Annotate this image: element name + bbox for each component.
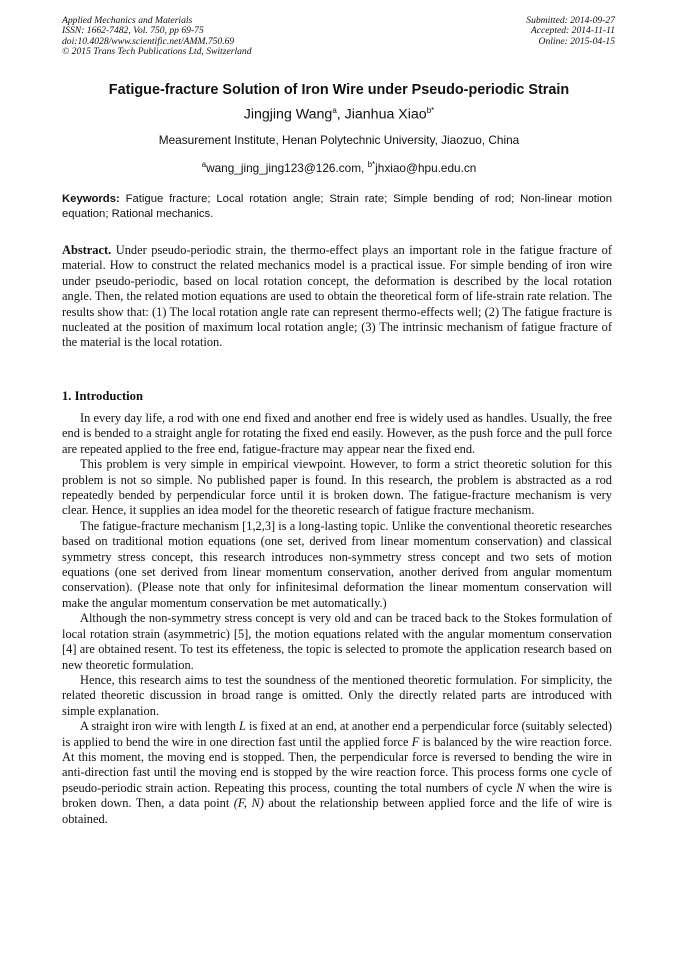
text-run: is balanced by the wire reaction force. At this moment, the moving end is stopped. Then, the perpendicular force is reversed to bending the wire in anti-direction fast until the moving end is stopped by the wire reaction force. This process forms one cycle of pseudo-periodic strain action. Repeating this process, counting the total numbers of cycle — [62, 734, 612, 795]
math-symbol: L — [239, 719, 246, 734]
author-affil-mark: a — [332, 106, 337, 115]
paper-title: Fatigue-fracture Solution of Iron Wire under Pseudo-periodic Strain — [108, 82, 570, 98]
paragraph: Although the non-symmetry stress concept is very old and can be traced back to the Stokes formulation of local rotation strain (asymmetric) [5], the motion equations related with the angular momentum conservation [4] are obtained resent. To test its effeteness, the topic is selected to promote the application research based on new theoretic formulation. — [62, 611, 612, 672]
author-separator: , — [336, 106, 345, 123]
paragraph: This problem is very simple in empirical viewpoint. However, to form a strict theoretic solution for this problem is not so simple. No published paper is found. In this research, the problem is abstracted as a rod repeatedly bended by perpendicular force until it is broken down. The fatigue-fracture mechanism is very clear. Hence, it supplies an idea model for the theoretic research of fatigue fracture mechanism. — [62, 457, 612, 518]
email-mark: a — [201, 160, 207, 169]
section-heading: 1. Introduction — [62, 389, 143, 403]
affiliation: Measurement Institute, Henan Polytechnic University, Jiaozuo, China — [158, 133, 520, 147]
paragraph: The fatigue-fracture mechanism [1,2,3] is a long-lasting topic. Unlike the conventional theoretic researches based on traditional motion equations (one set, derived from linear momentum conservation) and classical symmetry stress concept, this research introduces non-symmetry stress concept and two sets of motion equations (one set derived from linear momentum conservation, another derived from angular momentum conservation). (Please note that only for infinitesimal deformation the linear momentum conservation will make the angular momentum conservation be met automatically.) — [62, 518, 612, 610]
text-run: about the relationship between applied force and the life of wire is obtained. — [62, 796, 612, 826]
journal-header-right — [526, 16, 615, 47]
keywords-label: Keywords: — [62, 193, 120, 205]
author-emails — [40, 157, 638, 176]
accepted-date: Accepted: 2014-11-11 — [530, 25, 615, 37]
issn-line: ISSN: 1662-7482, Vol. 750, pp 69-75 — [62, 25, 204, 37]
doi-line: doi:10.4028/www.scientific.net/AMM.750.69 — [62, 35, 235, 47]
text-run: when the wire is broken down. Then, a data point — [62, 780, 612, 811]
online-date: Online: 2015-04-15 — [538, 35, 615, 47]
abstract-label: Abstract. — [62, 243, 112, 257]
text-run: A straight iron wire with length — [80, 719, 240, 734]
keywords-text: Fatigue fracture; Local rotation angle; Strain rate; Simple bending of rod; Non-linear motion equation; Rational mechanics. — [62, 193, 612, 220]
introduction-body — [62, 411, 612, 827]
abstract-block — [62, 243, 612, 351]
submitted-date: Submitted: 2014-09-27 — [526, 15, 615, 26]
email-mark: b* — [367, 160, 376, 169]
keywords-block — [62, 192, 612, 222]
author-affil-mark: b* — [426, 106, 435, 115]
email-link: jhxiao@hpu.edu.cn — [375, 160, 477, 175]
paragraph — [62, 719, 612, 827]
author-name: Jingjing Wang — [243, 106, 333, 123]
abstract-text: Under pseudo-periodic strain, the thermo-effect plays an important role in the fatigue fracture of material. How to construct the related mechanics model is a practical issue. For simple bending of iron wire under pseudo-periodic, based on local rotation concept, the deformation is described by the local rotation angle. Then, the related motion equations are used to obtain the theoretical form of life-strain rate relation. The results show that: (1) The local rotation angle rate can represent thermo-effects well; (2) The fatigue fracture is nucleated at the position of maximum local rotation angle; (3) The intrinsic mechanism of fatigue fracture of the material is the local rotation. — [62, 243, 612, 350]
text-run: is fixed at an end, at another end a perpendicular force (suitably selected) is applied to bend the wire in one direction fast until the applied force — [62, 719, 612, 749]
journal-header-left — [62, 16, 252, 58]
paragraph: In every day life, a rod with one end fixed and another end free is widely used as handles. Usually, the free end is bended to a straight angle for rotating the fixed end easily. However, as the push force and the pull force are repeated applied to the free end, fatigue-fracture may appear near the fixed end. — [62, 411, 612, 456]
math-expression: (F, N) — [233, 796, 264, 811]
author-line — [40, 102, 638, 124]
email-link: wang_jing_jing123@126.com, — [206, 160, 368, 175]
copyright-line: © 2015 Trans Tech Publications Ltd, Switzerland — [62, 46, 252, 58]
math-symbol: N — [516, 780, 525, 795]
author-name: Jianhua Xiao — [344, 106, 427, 123]
math-symbol: F — [411, 734, 420, 749]
journal-name: Applied Mechanics and Materials — [62, 15, 193, 26]
paragraph: Hence, this research aims to test the soundness of the mentioned theoretic formulation. For simplicity, the related theoretic discussion in broad range is omitted. Only the directly related parts are introduced with simple explanation. — [62, 672, 612, 718]
